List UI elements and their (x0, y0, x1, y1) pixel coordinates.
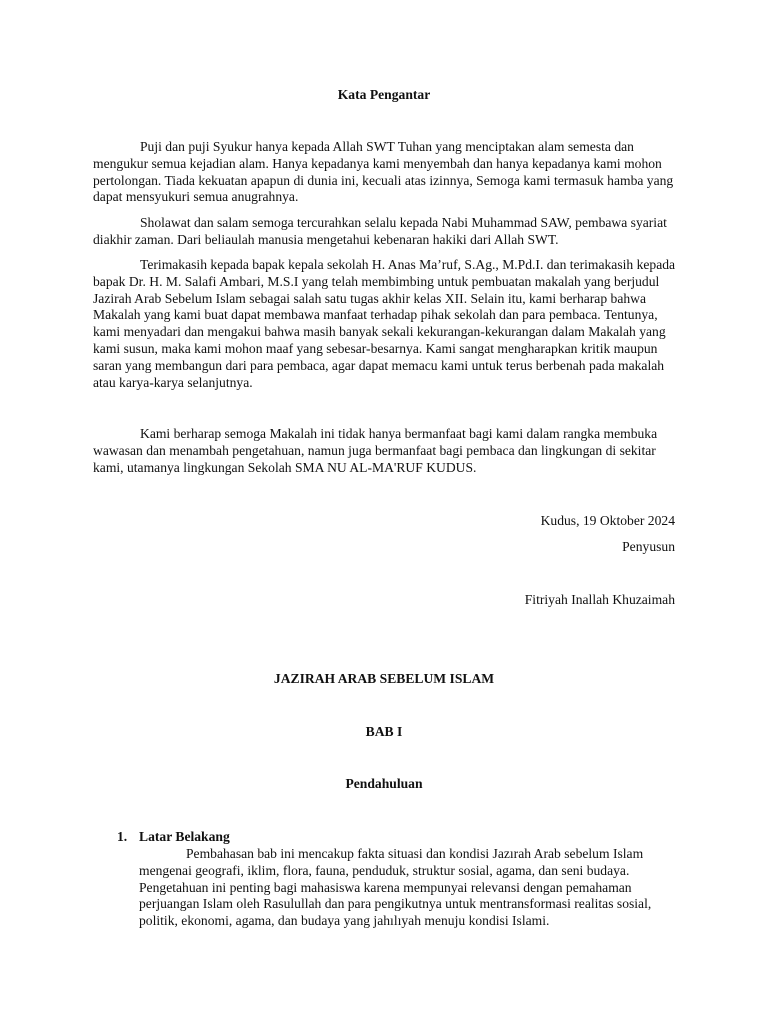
chapter-heading: BAB I (365, 724, 403, 739)
author-name: Fitriyah Inallah Khuzaimah (524, 592, 675, 607)
preface-paragraph-3: Terimakasih kepada bapak kepala sekolah H. Anas Ma’ruf, S.Ag., M.Pd.I. dan terimakasih kepada bapak Dr. H. M. Salafi Ambari, M.S.I yang telah membimbing untuk pembuatan makalah yang berjudul Jazirah Arab Sebelum Islam sebagai salah satu tugas akhir kelas XII. Selain itu, kami berharap bahwa Makalah yang kami buat dapat membawa manfaat terhadap pihak sekolah dan para pembaca. Tentunya, kami menyadari dan mengakui bahwa masih banyak sekali kekurangan-kekurangan dalam Makalah yang kami susun, maka kami mohon maaf yang sebesar-besarnya. Kami sangat mengharapkan kritik maupun saran yang membangun dari para pembaca, agar dapat memacu kami untuk terus berbenah pada makalah atau karya-karya selanjutnya. (93, 257, 676, 390)
section-number: 1. (117, 829, 128, 844)
document-title: JAZIRAH ARAB SEBELUM ISLAM (273, 671, 495, 686)
section-body: Pembahasan bab ini mencakup fakta situasi dan kondisi Jazırah Arab sebelum Islam mengenai geografi, iklim, flora, fauna, penduduk, struktur sosial, agama, dan seni budaya. Pengetahuan ini penting bagi mahasiswa karena mempunyai relevansi dengan pemahaman perjuangan Islam oleh Rasulullah dan para pengikutnya untuk mentransformasi realitas sosial, politik, ekonomi, agama, dan budaya yang jahılıyah menuju kondisi Islami. (139, 846, 652, 929)
preface-paragraph-2: Sholawat dan salam semoga tercurahkan selalu kepada Nabi Muhammad SAW, pembawa syariat diakhir zaman. Dari beliaulah manusia mengetahui kebenaran hakiki dari Allah SWT. (93, 215, 667, 247)
place-date: Kudus, 19 Oktober 2024 (540, 513, 675, 528)
preface-paragraph-4: Kami berharap semoga Makalah ini tidak hanya bermanfaat bagi kami dalam rangka membuka wawasan dan menambah pengetahuan, namun juga bermanfaat bagi pembaca dan lingkungan di sekitar kami, utamanya lingkungan Sekolah SMA NU AL-MA'RUF KUDUS. (93, 426, 658, 475)
preface-paragraph-1: Puji dan puji Syukur hanya kepada Allah SWT Tuhan yang menciptakan alam semesta dan mengukur semua kejadian alam. Hanya kepadanya kami menyembah dan hanya kepadanya kami mohon pertolongan. Tiada kekuatan apapun di dunia ini, kecuali atas izinnya, Semoga kami termasuk hamba yang dapat mensyukuri semua anugrahnya. (93, 139, 674, 205)
signature-role: Penyusun (622, 539, 675, 554)
chapter-title: Pendahuluan (345, 776, 423, 791)
preface-title: Kata Pengantar (337, 87, 431, 102)
section-title: Latar Belakang (139, 829, 230, 844)
